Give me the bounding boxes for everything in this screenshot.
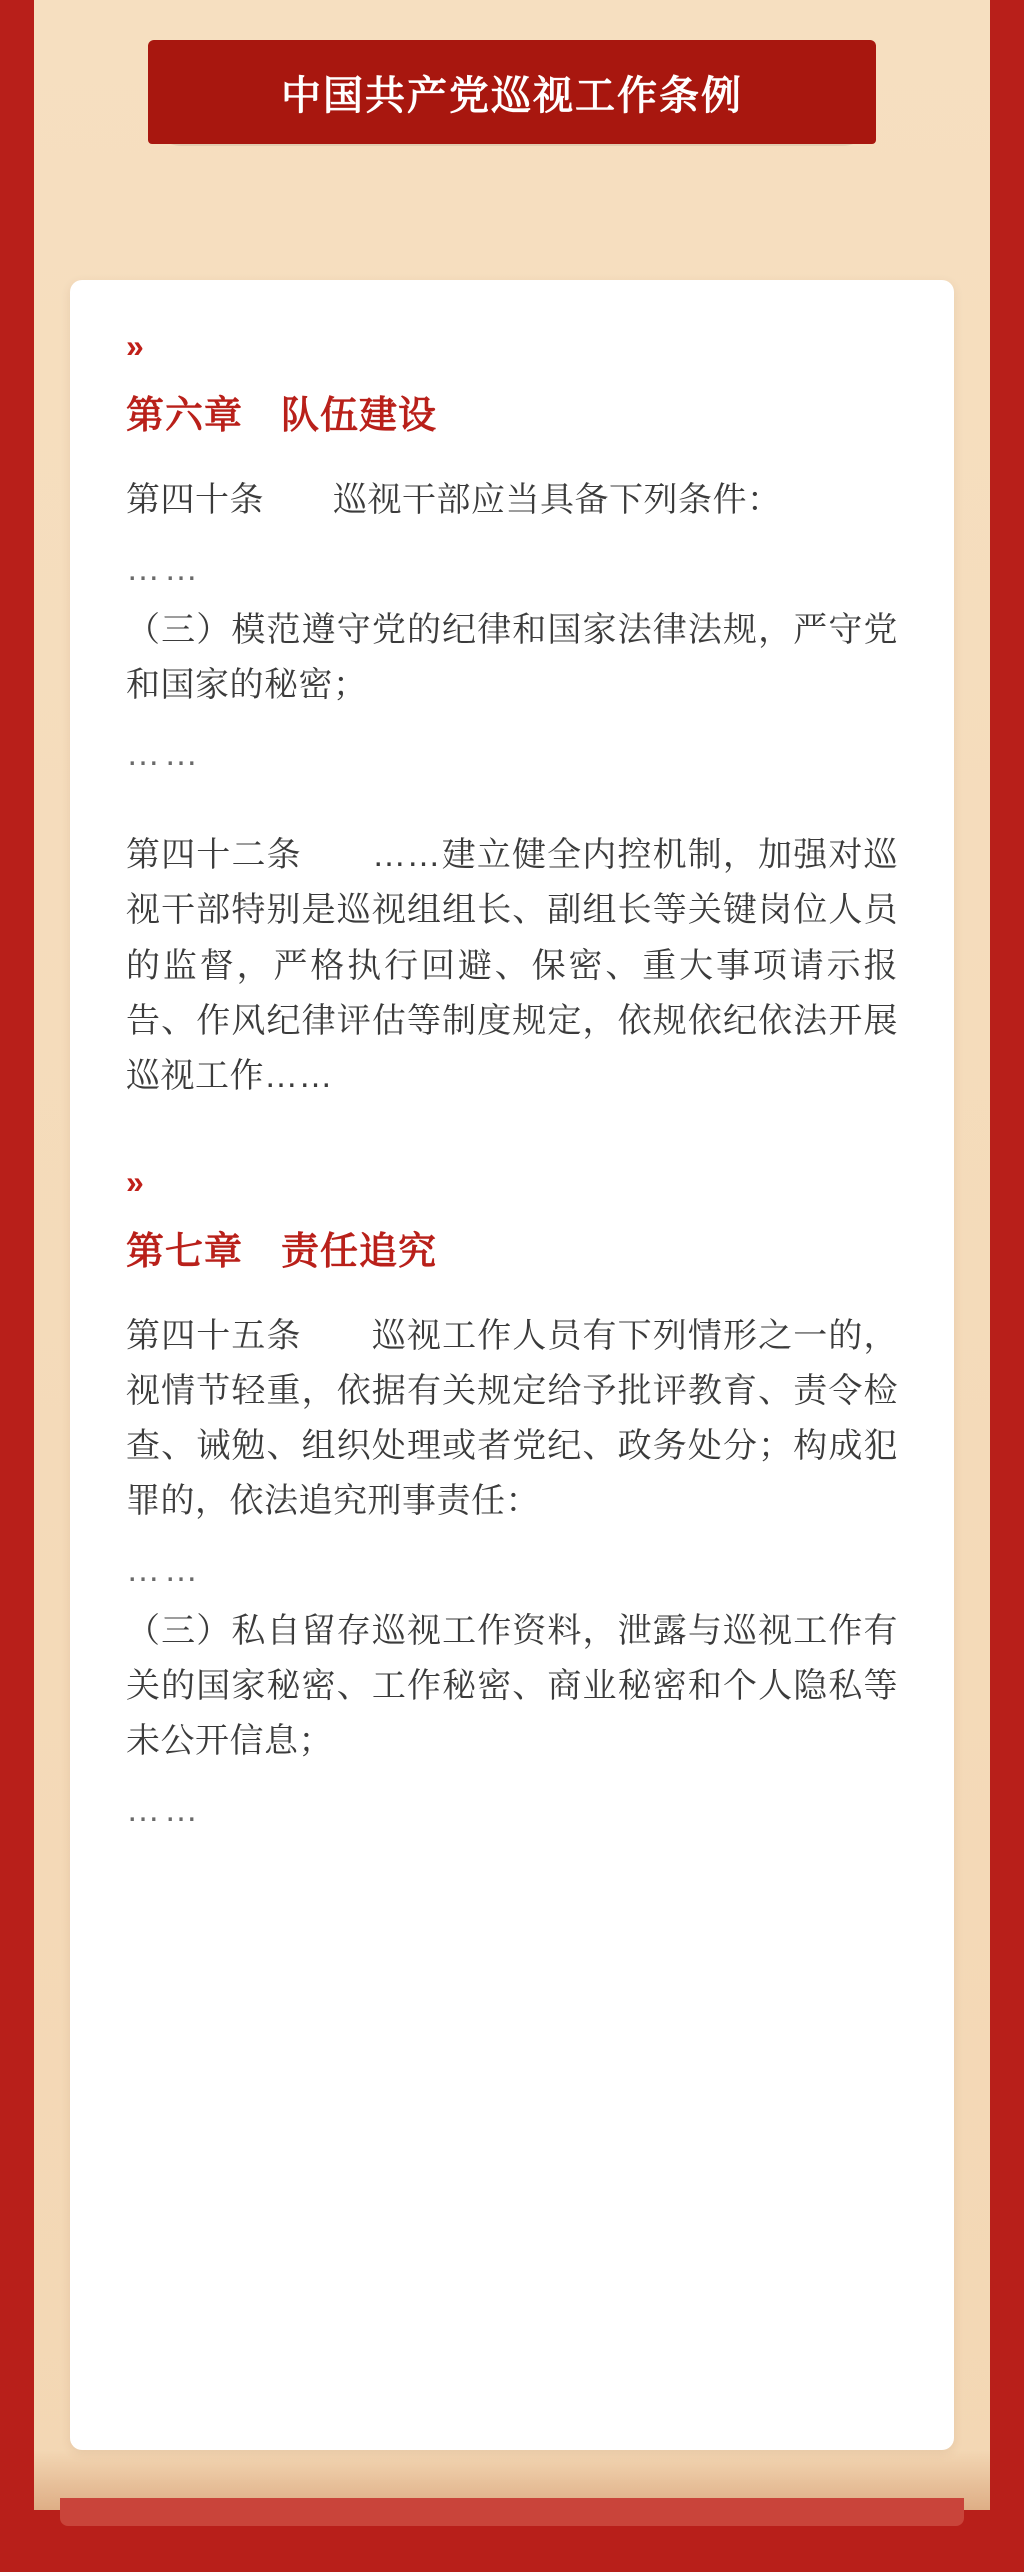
page-title: 中国共产党巡视工作条例 — [281, 73, 743, 118]
ellipsis-line: …… — [126, 735, 202, 774]
ellipsis-line: …… — [126, 1551, 202, 1590]
title-ribbon — [148, 40, 876, 144]
chapter-title: 队伍建设 — [281, 395, 438, 437]
content-body — [70, 280, 954, 2450]
double-chevron-icon: » — [126, 1163, 138, 1200]
paragraph: （三）私自留存巡视工作资料，泄露与巡视工作有关的国家秘密、工作秘密、商业秘密和个人隐私等未公开信息； — [126, 1612, 898, 1761]
chapter-title: 责任追究 — [281, 1230, 438, 1273]
paragraph: 第四十二条 ……建立健全内控机制，加强对巡视干部特别是巡视组组长、副组长等关键岗位人员的监督，严格执行回避、保密、重大事项请示报告、作风纪律评估等制度规定，依规依纪依法开展巡视工作…… — [126, 836, 898, 1095]
chapter-heading — [126, 1220, 898, 1275]
double-chevron-icon: » — [126, 328, 138, 364]
paragraph: （三）模范遵守党的纪律和国家法律法规，严守党和国家的秘密； — [126, 611, 898, 705]
ellipsis-line: …… — [126, 1791, 202, 1830]
bottom-accent-bar — [60, 2498, 964, 2526]
ellipsis-line: …… — [126, 550, 202, 589]
chapter-number: 第七章 — [126, 1230, 244, 1273]
chapter-number: 第六章 — [126, 395, 244, 437]
content-card — [70, 280, 954, 2450]
chapter-heading — [126, 384, 898, 439]
paragraph: 第四十五条 巡视工作人员有下列情形之一的，视情节轻重，依据有关规定给予批评教育、责令检查、诫勉、组织处理或者党纪、政务处分；构成犯罪的，依法追究刑事责任： — [126, 1316, 898, 1521]
section-chapter-6 — [126, 330, 898, 1104]
bottom-red-band — [0, 2526, 1024, 2572]
section-chapter-7 — [126, 1163, 898, 1839]
paragraph: 第四十条 巡视干部应当具备下列条件： — [126, 481, 782, 519]
